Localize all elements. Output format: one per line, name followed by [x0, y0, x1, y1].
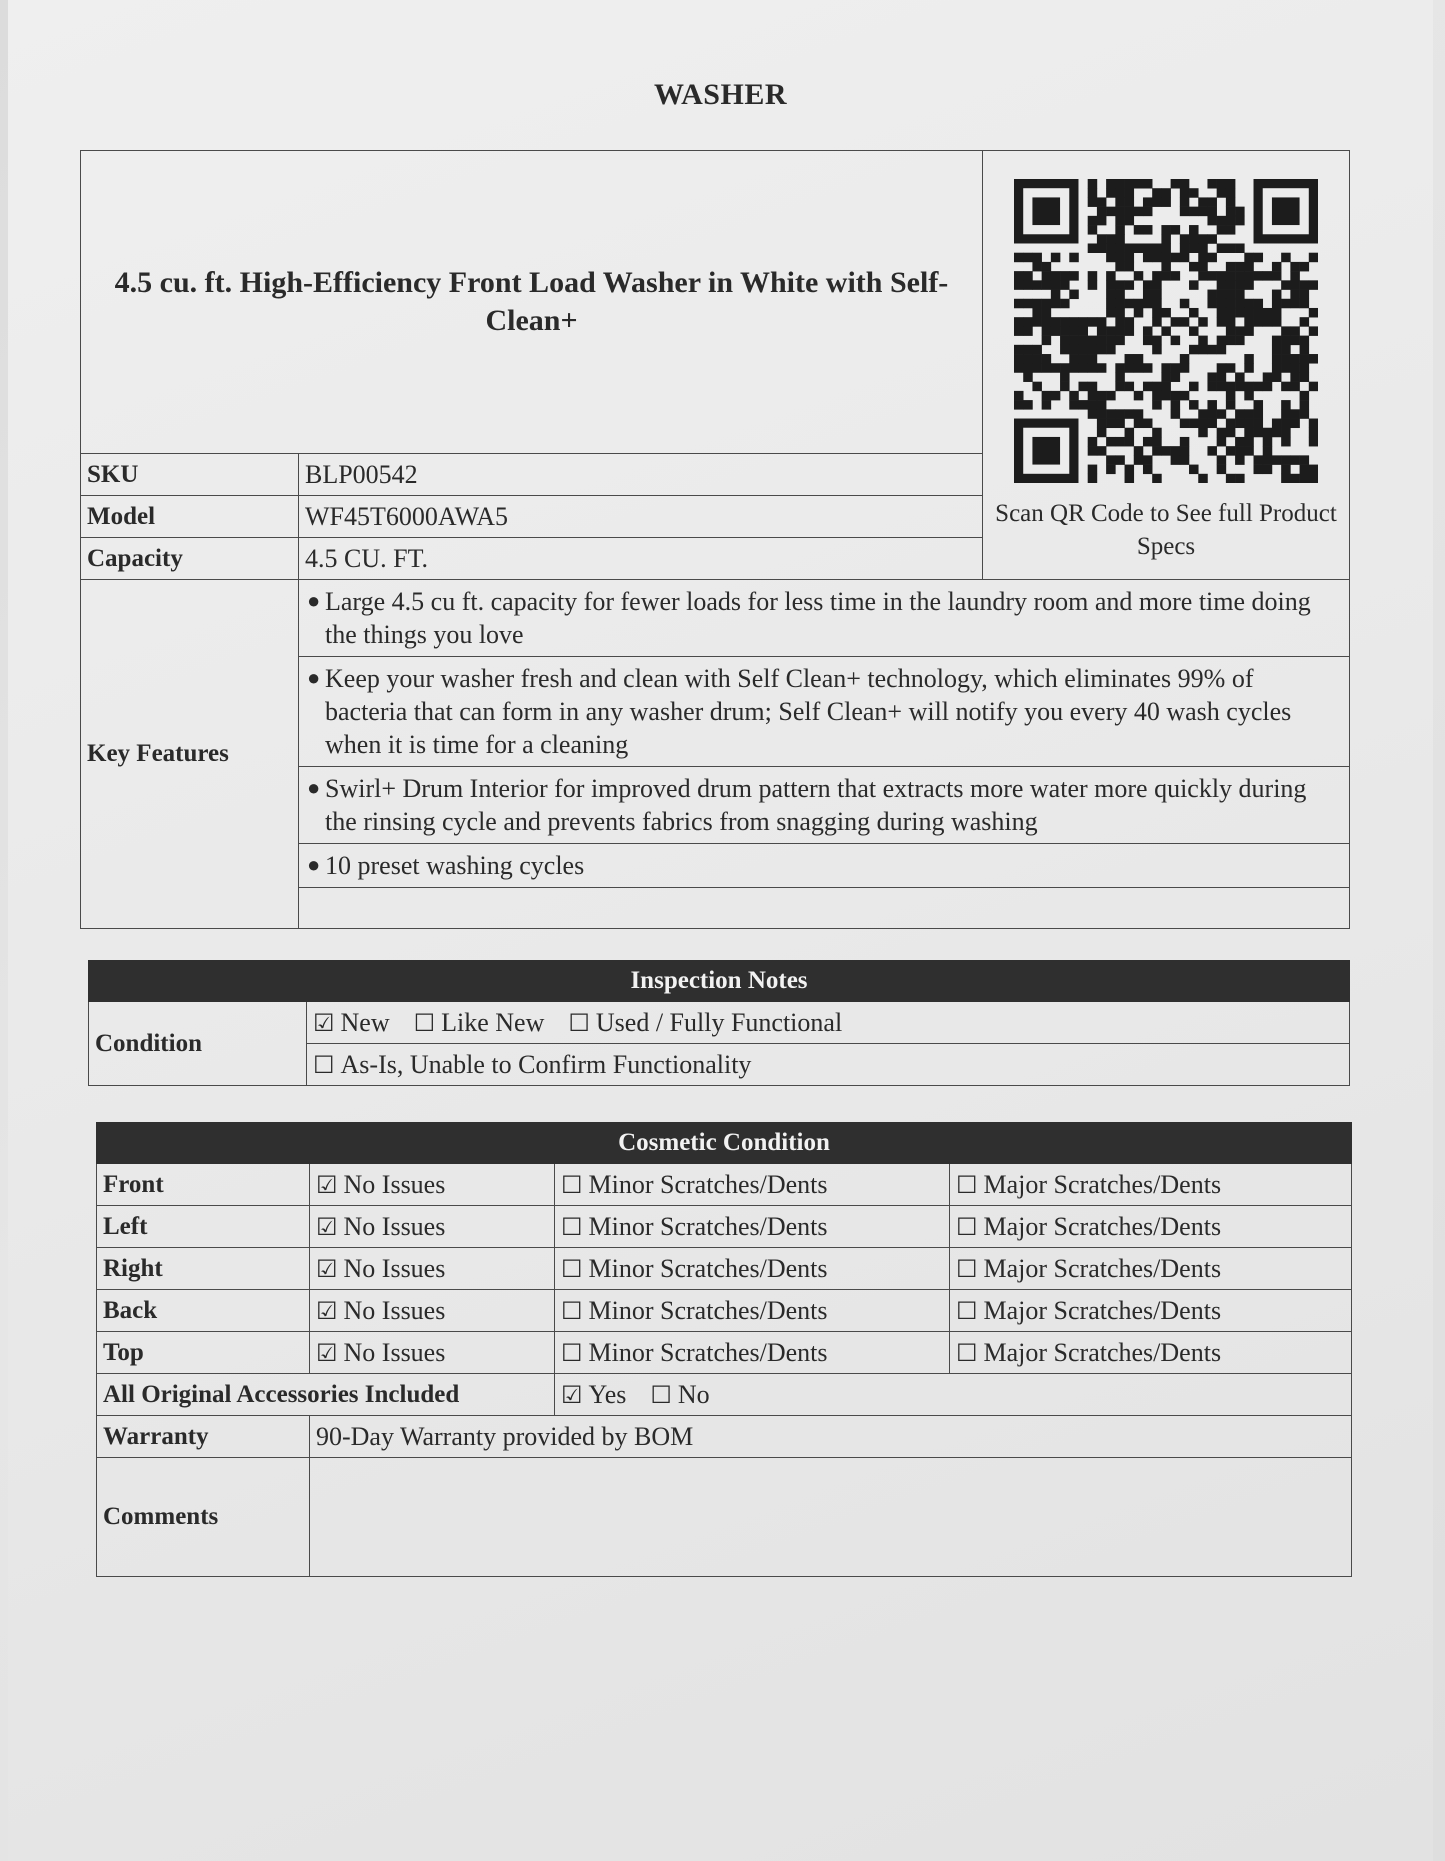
cosmetic-option[interactable]	[316, 1296, 445, 1326]
unchecked-box-icon[interactable]: ☐	[650, 1380, 672, 1409]
cosmetic-option[interactable]	[561, 1254, 828, 1284]
unchecked-box-icon[interactable]: ☐	[956, 1170, 978, 1199]
cosmetic-rows	[97, 1164, 1352, 1374]
option-label: Major Scratches/Dents	[983, 1169, 1222, 1199]
unchecked-box-icon[interactable]: ☐	[956, 1254, 978, 1283]
cosmetic-option-cell	[310, 1164, 555, 1206]
spec-value: WF45T6000AWA5	[299, 496, 983, 538]
unchecked-box-icon[interactable]: ☐	[956, 1338, 978, 1367]
accessories-options	[555, 1374, 1352, 1416]
condition-option-used[interactable]	[568, 1008, 842, 1038]
cosmetic-option[interactable]	[956, 1296, 1221, 1326]
product-table	[80, 150, 1350, 929]
checked-box-icon[interactable]: ☑	[316, 1296, 338, 1325]
spec-label: Capacity	[81, 538, 299, 580]
unchecked-box-icon[interactable]: ☐	[413, 1008, 436, 1037]
inspection-table	[88, 960, 1350, 1086]
inspection-heading: Inspection Notes	[89, 961, 1350, 1002]
feature-text: Keep your washer fresh and clean with Self Clean+ technology, which eliminates 99% of bacteria that can form in any washer drum; Self Clean+ will notify you every 40 wash cycles when it is time for a cleaning	[325, 664, 1292, 759]
option-label: No Issues	[343, 1169, 446, 1199]
feature-item	[299, 767, 1350, 844]
bullet-icon: ●	[307, 852, 321, 877]
cosmetic-option[interactable]	[561, 1296, 828, 1326]
side-label: Back	[97, 1290, 310, 1332]
bullet-icon: ●	[307, 775, 321, 800]
feature-item	[299, 657, 1350, 767]
option-label: Major Scratches/Dents	[983, 1337, 1222, 1367]
condition-option-new[interactable]	[313, 1008, 390, 1038]
cosmetic-option[interactable]	[316, 1338, 445, 1368]
checked-box-icon[interactable]: ☑	[561, 1380, 583, 1409]
option-label: Like New	[441, 1007, 545, 1037]
cosmetic-option-cell	[950, 1164, 1352, 1206]
condition-options-row2	[307, 1044, 1350, 1086]
option-label: Minor Scratches/Dents	[588, 1295, 828, 1325]
cosmetic-option-cell	[950, 1248, 1352, 1290]
unchecked-box-icon[interactable]: ☐	[313, 1050, 335, 1079]
option-label: No Issues	[343, 1253, 446, 1283]
accessories-option-no[interactable]	[650, 1380, 709, 1410]
cosmetic-option[interactable]	[316, 1170, 445, 1200]
checked-box-icon[interactable]: ☑	[316, 1170, 338, 1199]
unchecked-box-icon[interactable]: ☐	[568, 1008, 590, 1037]
cosmetic-option[interactable]	[316, 1212, 445, 1242]
feature-item	[299, 580, 1350, 657]
cosmetic-option[interactable]	[956, 1254, 1221, 1284]
key-features-label: Key Features	[81, 580, 299, 929]
warranty-value: 90-Day Warranty provided by BOM	[310, 1416, 1352, 1458]
comments-field[interactable]	[310, 1458, 1352, 1577]
cosmetic-option-cell	[950, 1332, 1352, 1374]
option-label: No Issues	[343, 1337, 446, 1367]
side-label: Top	[97, 1332, 310, 1374]
option-label: No Issues	[343, 1295, 446, 1325]
cosmetic-option-cell	[555, 1164, 950, 1206]
side-label: Right	[97, 1248, 310, 1290]
option-label: Used / Fully Functional	[595, 1007, 843, 1037]
cosmetic-option[interactable]	[956, 1212, 1221, 1242]
feature-empty-cell	[299, 888, 1350, 929]
cosmetic-table	[96, 1122, 1352, 1577]
option-label: New	[340, 1007, 390, 1037]
spec-value: 4.5 CU. FT.	[299, 538, 983, 580]
feature-text: Large 4.5 cu ft. capacity for fewer loads for less time in the laundry room and more time doing the things you love	[325, 587, 1311, 649]
checked-box-icon[interactable]: ☑	[316, 1212, 338, 1241]
cosmetic-row-back	[97, 1290, 1352, 1332]
qr-caption: Scan QR Code to See full Product Specs	[995, 500, 1337, 560]
bullet-icon: ●	[307, 588, 321, 613]
cosmetic-option-cell	[555, 1332, 950, 1374]
checked-box-icon[interactable]: ☑	[313, 1008, 335, 1037]
cosmetic-option-cell	[950, 1290, 1352, 1332]
checked-box-icon[interactable]: ☑	[316, 1254, 338, 1283]
cosmetic-option[interactable]	[561, 1170, 828, 1200]
option-label: Minor Scratches/Dents	[588, 1253, 828, 1283]
qr-code-icon	[1014, 179, 1318, 483]
spec-label: Model	[81, 496, 299, 538]
cosmetic-heading: Cosmetic Condition	[97, 1123, 1352, 1164]
cosmetic-option[interactable]	[561, 1212, 828, 1242]
option-label: Minor Scratches/Dents	[588, 1337, 828, 1367]
option-label: No	[677, 1379, 710, 1409]
condition-option-as-is[interactable]	[313, 1050, 751, 1080]
option-label: Yes	[588, 1379, 627, 1409]
option-label: As-Is, Unable to Confirm Functionality	[340, 1049, 752, 1079]
feature-text: Swirl+ Drum Interior for improved drum pattern that extracts more water more quickly during the rinsing cycle and prevents fabrics from snagging during washing	[325, 774, 1307, 836]
option-label: No Issues	[343, 1211, 446, 1241]
cosmetic-option-cell	[310, 1248, 555, 1290]
document-title: WASHER	[653, 78, 788, 111]
unchecked-box-icon[interactable]: ☐	[561, 1296, 583, 1325]
side-label: Left	[97, 1206, 310, 1248]
cosmetic-row-right	[97, 1248, 1352, 1290]
cosmetic-row-left	[97, 1206, 1352, 1248]
checked-box-icon[interactable]: ☑	[316, 1338, 338, 1367]
cosmetic-option-cell	[555, 1290, 950, 1332]
product-name: 4.5 cu. ft. High-Efficiency Front Load Washer in White with Self-Clean+	[81, 151, 983, 454]
cosmetic-option-cell	[555, 1206, 950, 1248]
option-label: Major Scratches/Dents	[983, 1211, 1222, 1241]
cosmetic-option[interactable]	[956, 1170, 1221, 1200]
side-label: Front	[97, 1164, 310, 1206]
cosmetic-option[interactable]	[561, 1338, 828, 1368]
condition-options	[307, 1002, 1350, 1044]
spec-label: SKU	[81, 454, 299, 496]
cosmetic-option[interactable]	[956, 1338, 1221, 1368]
warranty-label: Warranty	[97, 1416, 310, 1458]
option-label: Minor Scratches/Dents	[588, 1211, 828, 1241]
cosmetic-row-front	[97, 1164, 1352, 1206]
condition-label: Condition	[89, 1002, 307, 1086]
spec-value: BLP00542	[299, 454, 983, 496]
option-label: Major Scratches/Dents	[983, 1295, 1222, 1325]
unchecked-box-icon[interactable]: ☐	[561, 1338, 583, 1367]
cosmetic-option-cell	[555, 1248, 950, 1290]
option-label: Minor Scratches/Dents	[588, 1169, 828, 1199]
cosmetic-option[interactable]	[316, 1254, 445, 1284]
qr-cell	[983, 151, 1350, 580]
unchecked-box-icon[interactable]: ☐	[561, 1254, 583, 1283]
option-label: Major Scratches/Dents	[983, 1253, 1222, 1283]
document-sheet	[8, 0, 1433, 1861]
cosmetic-row-top	[97, 1332, 1352, 1374]
cosmetic-option-cell	[310, 1290, 555, 1332]
comments-label: Comments	[97, 1458, 310, 1577]
accessories-label: All Original Accessories Included	[97, 1374, 555, 1416]
unchecked-box-icon[interactable]: ☐	[561, 1212, 583, 1241]
unchecked-box-icon[interactable]: ☐	[956, 1296, 978, 1325]
unchecked-box-icon[interactable]: ☐	[956, 1212, 978, 1241]
unchecked-box-icon[interactable]: ☐	[561, 1170, 583, 1199]
accessories-option-yes[interactable]	[561, 1380, 626, 1410]
cosmetic-option-cell	[950, 1206, 1352, 1248]
feature-text: 10 preset washing cycles	[325, 851, 585, 880]
feature-item	[299, 844, 1350, 888]
cosmetic-option-cell	[310, 1332, 555, 1374]
cosmetic-option-cell	[310, 1206, 555, 1248]
bullet-icon: ●	[307, 665, 321, 690]
condition-option-like-new[interactable]	[414, 1008, 545, 1038]
